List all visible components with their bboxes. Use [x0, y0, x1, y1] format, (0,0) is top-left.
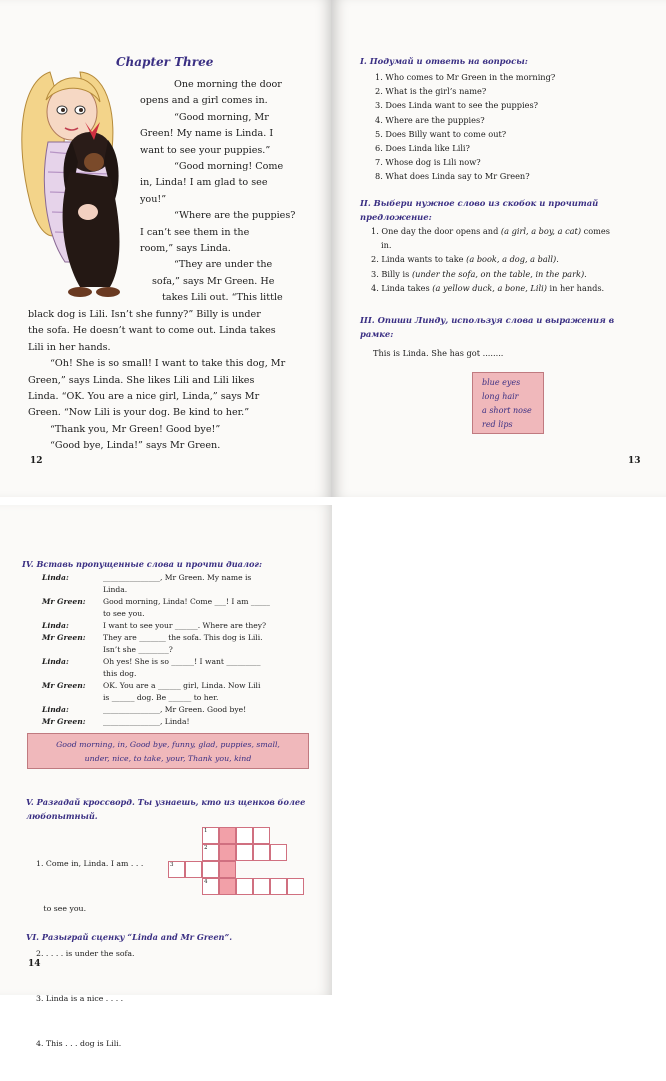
exercise-3-title-line: III. Опиши Линду, используя слова и выражения в — [360, 315, 615, 325]
crossword-number: 4 — [204, 879, 208, 885]
dialogue-row — [42, 680, 312, 692]
chapter-title: Chapter Three — [116, 55, 214, 69]
item-options: (a girl, a boy, a cat) — [500, 226, 582, 236]
exercise-3-title-line: рамке: — [360, 329, 394, 339]
choice-item — [371, 252, 661, 266]
crossword-cell[interactable] — [185, 861, 202, 878]
story-line: “Good morning! Come — [174, 161, 284, 173]
dialogue-row — [42, 584, 312, 596]
dialogue-line: They are _______ the sofa. This dog is Lili. — [103, 633, 263, 642]
dialogue-row — [42, 668, 312, 680]
dialogue-row — [42, 656, 312, 668]
speaker: Mr Green: — [42, 681, 86, 690]
dialogue-row — [42, 704, 312, 716]
story-line: you!” — [140, 193, 167, 205]
word-item: a short nose — [482, 406, 532, 415]
dialogue-row — [42, 716, 312, 728]
exercise-5-title — [26, 795, 305, 823]
speaker — [42, 608, 103, 620]
clue-item: 4. This . . . dog is Lili. — [36, 1039, 122, 1048]
word-item: red lips — [482, 420, 513, 429]
dialogue-line: Good morning, Linda! Come ___! I am _____ — [103, 597, 270, 606]
dialogue-line: I want to see your ______. Where are they? — [103, 621, 267, 630]
question-item: 6. Does Linda like Lili? — [375, 143, 470, 154]
speaker: Linda: — [42, 621, 69, 630]
speaker: Linda: — [42, 657, 69, 666]
dialogue-row — [42, 632, 312, 644]
word-item: blue eyes — [482, 378, 521, 387]
word-bank-line: under, nice, to take, your, Thank you, kind — [84, 754, 252, 763]
speaker: Mr Green: — [42, 633, 86, 642]
choice-item — [371, 267, 661, 281]
question-item: 7. Whose dog is Lili now? — [375, 157, 481, 168]
exercise-1-questions — [375, 70, 555, 184]
story-line: black dog is Lili. Isn’t she funny?” Billy is under — [28, 309, 261, 320]
question-item: 4. Where are the puppies? — [375, 114, 485, 125]
crossword-cell-key[interactable] — [219, 844, 236, 861]
exercise-2-title — [360, 196, 598, 224]
dialogue-row — [42, 572, 312, 584]
crossword-number: 1 — [204, 828, 208, 834]
story-line: the sofa. He doesn’t want to come out. Linda takes — [28, 325, 276, 337]
dialogue-line: is ______ dog. Be ______ to her. — [103, 693, 219, 702]
dialogue-row — [42, 608, 312, 620]
crossword-cell[interactable] — [253, 827, 270, 844]
story-line: opens and a girl comes in. — [140, 95, 268, 107]
exercise-3-prompt: This is Linda. She has got ........ — [373, 348, 504, 358]
page-number: 12 — [30, 456, 43, 466]
item-text: comes — [581, 226, 610, 236]
story-line: “Good bye, Linda!” says Mr Green. — [50, 440, 221, 452]
description-word-box — [472, 372, 544, 434]
speaker: Mr Green: — [42, 597, 86, 606]
item-text: 4. Linda takes — [371, 282, 433, 293]
story-line: “Where are the puppies? — [174, 210, 296, 222]
dialogue-row — [42, 644, 312, 656]
dialogue-line: to see you. — [103, 609, 145, 618]
word-bank-box — [27, 733, 309, 769]
question-item: 2. What is the girl’s name? — [375, 86, 487, 97]
speaker — [42, 692, 103, 704]
choice-item — [371, 238, 661, 252]
story-line: Lili in her hands. — [28, 341, 111, 353]
crossword-cell[interactable] — [253, 844, 270, 861]
item-text: 2. Linda wants to take — [371, 254, 467, 265]
clue-item: 2. . . . . is under the sofa. — [36, 949, 135, 958]
story-text-narrow — [140, 77, 305, 307]
speaker — [42, 644, 103, 656]
speaker: Linda: — [42, 705, 69, 714]
speaker — [42, 584, 103, 596]
story-line: Linda. “OK. You are a nice girl, Linda,” says Mr — [28, 391, 260, 403]
story-line: “They are under the — [174, 259, 273, 271]
dialogue-line: _______________, Mr Green. My name is — [103, 573, 252, 582]
story-line: Green. “Now Lili is your dog. Be kind to her.” — [28, 407, 250, 419]
page-number: 14 — [28, 959, 41, 969]
dialogue-line: OK. You are a ______ girl, Linda. Now Lili — [103, 681, 261, 690]
crossword-cell[interactable] — [202, 861, 219, 878]
speaker — [42, 668, 103, 680]
story-line: room,” says Linda. — [140, 243, 231, 255]
story-line: Green,” says Linda. She likes Lili and Lili likes — [28, 374, 255, 386]
page-number: 13 — [628, 456, 641, 466]
clue-item: to see you. — [36, 904, 87, 913]
exercise-2-title-line: II. Выбери нужное слово из скобок и прочитай — [360, 198, 599, 208]
item-text: in her hands. — [546, 282, 605, 293]
story-line: want to see your puppies.” — [140, 144, 271, 156]
page-13 — [331, 0, 666, 497]
dialogue-line: _______________, Mr Green. Good bye! — [103, 705, 247, 714]
crossword-cell-key[interactable] — [219, 878, 236, 895]
word-bank-line: Good morning, in, Good bye, funny, glad, puppies, small, — [56, 740, 280, 749]
crossword-cell[interactable] — [270, 878, 287, 895]
story-line: in, Linda! I am glad to see — [140, 177, 268, 189]
crossword-cell[interactable] — [236, 878, 253, 895]
word-item: long hair — [482, 392, 519, 401]
dialogue-row — [42, 692, 312, 704]
dialogue-line: Isn’t she ________? — [103, 645, 173, 654]
exercise-2-title-line: предложение: — [360, 212, 432, 222]
story-line: “Good morning, Mr — [174, 111, 269, 123]
crossword-clues — [36, 826, 143, 1081]
dialogue-row — [42, 596, 312, 608]
crossword-cell-key[interactable] — [219, 861, 236, 878]
dialogue-row — [42, 620, 312, 632]
dialogue-line: _______________, Linda! — [103, 717, 190, 726]
exercise-3-title — [360, 313, 614, 341]
exercise-4-title: IV. Вставь пропущенные слова и прочти диалог: — [22, 559, 263, 569]
exercise-1-title: I. Подумай и ответь на вопросы: — [360, 56, 528, 66]
clue-item: 1. Come in, Linda. I am . . . — [36, 859, 144, 868]
crossword-number: 2 — [204, 845, 208, 851]
dialogue-line: Linda. — [103, 585, 128, 594]
crossword-cell-key[interactable] — [219, 827, 236, 844]
choice-item — [371, 281, 661, 295]
crossword-cell[interactable] — [287, 878, 304, 895]
story-line: I can’t see them in the — [140, 226, 250, 238]
choice-item — [371, 224, 661, 238]
story-line: takes Lili out. “This little — [162, 292, 283, 304]
page-14 — [0, 505, 332, 1048]
item-options: (under the sofa, on the table, in the park). — [411, 268, 587, 279]
question-item: 8. What does Linda say to Mr Green? — [375, 171, 530, 182]
exercise-5-title-line: V. Разгадай кроссворд. Ты узнаешь, кто из щенков более — [26, 797, 306, 807]
story-text-wide — [28, 307, 306, 455]
item-text: 3. Billy is — [371, 268, 412, 279]
crossword-number: 3 — [170, 862, 174, 868]
story-line: Green! My name is Linda. I — [140, 128, 274, 140]
story-line: “Oh! She is so small! I want to take this dog, Mr — [50, 358, 286, 370]
item-options: (a yellow duck, a bone, Lili) — [432, 282, 547, 293]
exercise-5-title-line: любопытный. — [26, 811, 98, 821]
crossword-cell[interactable] — [236, 827, 253, 844]
item-options: (a book, a dog, a ball). — [466, 254, 559, 265]
dialogue-table — [42, 572, 312, 728]
crossword-cell[interactable] — [270, 844, 287, 861]
exercise-2-items — [371, 224, 661, 295]
story-line: “Thank you, Mr Green! Good bye!” — [50, 423, 221, 435]
exercise-6-title: VI. Разыграй сценку “Linda and Mr Green”. — [26, 932, 233, 942]
story-line: sofa,” says Mr Green. He — [152, 275, 275, 287]
dialogue-line: Oh yes! She is so ______! I want _________ — [103, 657, 261, 666]
question-item: 1. Who comes to Mr Green in the morning? — [375, 72, 556, 82]
clue-item: 3. Linda is a nice . . . . — [36, 994, 124, 1003]
speaker: Mr Green: — [42, 717, 86, 726]
crossword-grid — [168, 827, 313, 902]
speaker: Linda: — [42, 573, 69, 582]
question-item: 5. Does Billy want to come out? — [375, 128, 507, 139]
crossword-cell[interactable] — [236, 844, 253, 861]
crossword-cell[interactable] — [253, 878, 270, 895]
story-line: One morning the door — [174, 79, 282, 90]
item-text: 1. One day the door opens and — [371, 226, 501, 236]
girl-with-puppy-illustration — [10, 62, 140, 297]
question-item: 3. Does Linda want to see the puppies? — [375, 100, 539, 111]
item-text: in. — [381, 240, 392, 251]
dialogue-line: this dog. — [103, 669, 137, 678]
page-12 — [0, 0, 331, 497]
